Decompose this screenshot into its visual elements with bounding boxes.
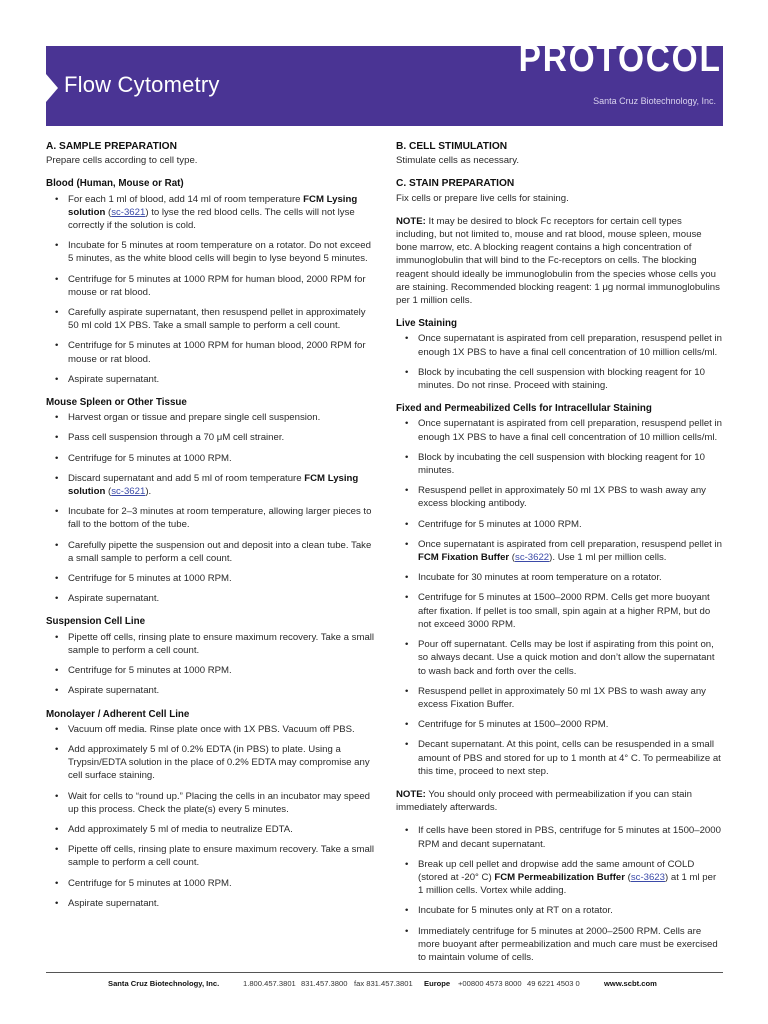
note-permeabilization: NOTE: You should only proceed with permeabilization if you can stain immediately afterwards. <box>396 788 692 814</box>
live-staining-heading: Live Staining <box>396 318 457 330</box>
footer-europe-phone: +00800 4573 8000 <box>458 979 522 988</box>
list-item: • Pipette off cells, rinsing plate to ensure maximum recovery. Take a small sample to perform a cell count. <box>68 631 376 657</box>
list-item: • Add approximately 5 ml of 0.2% EDTA (in PBS) to plate. Using a Trypsin/EDTA solution in the place of 0.2% EDTA may compromise any cell surface staining. <box>68 743 376 783</box>
catalog-link[interactable]: sc-3623 <box>630 871 665 883</box>
list-item: • Incubate for 5 minutes at room temperature on a rotator. Do not exceed 5 minutes, as the white blood cells will begin to lyse beyond 5 minutes. <box>68 239 376 265</box>
list-item: • Incubate for 5 minutes only at RT on a rotator. <box>418 904 724 917</box>
list-item: • Once supernatant is aspirated from cell preparation, resuspend pellet in FCM Fixation Buffer (sc-3622). Use 1 ml per million cells. <box>418 538 724 564</box>
list-item: • Vacuum off media. Rinse plate once with 1X PBS. Vacuum off PBS. <box>68 723 376 736</box>
list-item: • Centrifuge for 5 minutes at 1000 RPM. <box>68 572 376 585</box>
section-a-intro: Prepare cells according to cell type. <box>46 155 198 167</box>
list-item: • Carefully pipette the suspension out and deposit into a clean tube. Take a small sample to perform a cell count. <box>68 539 376 565</box>
list-item: • Centrifuge for 5 minutes at 1000 RPM for human blood, 2000 RPM for mouse or rat blood. <box>68 273 376 299</box>
list-item: • Aspirate supernatant. <box>68 684 376 697</box>
fixed-list <box>396 417 724 777</box>
header-company: Santa Cruz Biotechnology, Inc. <box>593 96 716 106</box>
list-item: • If cells have been stored in PBS, centrifuge for 5 minutes at 1500–2000 RPM and decant supernatant. <box>418 824 724 850</box>
page-title: Flow Cytometry <box>64 72 220 97</box>
list-item: • Resuspend pellet in approximately 50 ml 1X PBS to wash away any excess blocking antibody. <box>418 484 724 510</box>
list-item: • Pipette off cells, rinsing plate to ensure maximum recovery. Take a small sample to perform a cell count. <box>68 843 376 869</box>
suspension-heading: Suspension Cell Line <box>46 616 146 628</box>
note-label: NOTE: <box>396 788 426 800</box>
footer-phone-1: 1.800.457.3801 <box>243 979 296 988</box>
monolayer-list <box>46 723 376 910</box>
list-item: • Block by incubating the cell suspension with blocking reagent for 10 minutes. Do not rinse. Proceed with staining. <box>418 366 724 392</box>
list-item: • Aspirate supernatant. <box>68 592 376 605</box>
blood-heading: Blood (Human, Mouse or Rat) <box>46 178 184 190</box>
list-item: • Harvest organ or tissue and prepare single cell suspension. <box>68 411 376 424</box>
suspension-list <box>46 631 376 698</box>
banner-notch <box>46 74 58 102</box>
footer-europe-label: Europe <box>424 979 451 988</box>
perm-list <box>396 824 724 964</box>
list-item: • Immediately centrifuge for 5 minutes at 2000–2500 RPM. Cells are more buoyant after permeabilization and much care must be exercised to maintain volume of cells. <box>418 925 724 965</box>
note-label: NOTE: <box>396 215 426 227</box>
catalog-link[interactable]: sc-3622 <box>515 552 550 564</box>
list-item: • Resuspend pellet in approximately 50 ml 1X PBS to wash away any excess Fixation Buffer. <box>418 685 724 711</box>
list-item: • Centrifuge for 5 minutes at 1500–2000 RPM. Cells get more buoyant after fixation. If pellet is too small, spin again at a higher RPM, but do not exceed 3000 RPM. <box>418 591 724 631</box>
footer-phone-2: 831.457.3800 <box>301 979 348 988</box>
list-item: • Block by incubating the cell suspension with blocking reagent for 10 minutes. <box>418 451 724 477</box>
footer-divider <box>46 972 723 973</box>
list-item: • Add approximately 5 ml of media to neutralize EDTA. <box>68 823 376 836</box>
list-item: • Centrifuge for 5 minutes at 1000 RPM. <box>68 664 376 677</box>
reagent-name: FCM Fixation Buffer <box>418 552 510 564</box>
blood-list <box>46 193 376 386</box>
list-item: • Centrifuge for 5 minutes at 1000 RPM. <box>68 877 376 890</box>
list-item: • Decant supernatant. At this point, cells can be resuspended in a small amount of PBS and stored for up to 1 month at 4° C. To permeabilize at this time, proceed to next step. <box>418 738 724 778</box>
fixed-heading: Fixed and Permeabilized Cells for Intracellular Staining <box>396 403 652 415</box>
right-column <box>396 140 724 974</box>
footer-company: Santa Cruz Biotechnology, Inc. <box>108 979 220 988</box>
list-item: • Incubate for 30 minutes at room temperature on a rotator. <box>418 571 724 584</box>
note-fc-block: NOTE: It may be desired to block Fc receptors for certain cell types including, but not limited to, mouse and rat blood, mouse spleen, mouse bone marrow, etc. A blocking reagent contains a high concentration of immunoglobulin that will bind to the Fc-receptors on cells. The blocking reagent should ideally be immunoglobulin from the species whose cells you are staining. Recommended blocking reagent: 1 μg normal immunoglobulins per 1 million cells. <box>396 215 720 307</box>
footer-europe-phone-2: 49 6221 4503 0 <box>527 979 580 988</box>
list-item: • Aspirate supernatant. <box>68 373 376 386</box>
monolayer-heading: Monolayer / Adherent Cell Line <box>46 708 190 720</box>
footer-website[interactable]: www.scbt.com <box>604 979 657 988</box>
catalog-link[interactable]: sc-3621 <box>111 206 146 218</box>
footer-fax: fax 831.457.3801 <box>354 979 413 988</box>
list-item: • Discard supernatant and add 5 ml of room temperature FCM Lysing solution (sc-3621). <box>68 472 376 498</box>
section-b-intro: Stimulate cells as necessary. <box>396 155 519 167</box>
list-item: • Once supernatant is aspirated from cell preparation, resuspend pellet in enough 1X PBS to have a final cell concentration of 10 million cells/ml. <box>418 332 724 358</box>
live-staining-list <box>396 332 724 392</box>
section-b-title: B. CELL STIMULATION <box>396 141 508 152</box>
spleen-heading: Mouse Spleen or Other Tissue <box>46 397 187 409</box>
list-item: • Once supernatant is aspirated from cell preparation, resuspend pellet in enough 1X PBS to have a final cell concentration of 10 million cells/ml. <box>418 417 724 443</box>
list-item: • Pour off supernatant. Cells may be lost if aspirating from this point on, so always decant. Use a quick motion and don’t allow the supernatant to wash back and forth over the cells. <box>418 638 724 678</box>
list-item: • Centrifuge for 5 minutes at 1000 RPM. <box>68 452 376 465</box>
spleen-list <box>46 411 376 605</box>
list-item: • Incubate for 2–3 minutes at room temperature, allowing larger pieces to fall to the bottom of the tube. <box>68 505 376 531</box>
catalog-link[interactable]: sc-3621 <box>111 486 146 498</box>
section-c-intro: Fix cells or prepare live cells for staining. <box>396 192 569 204</box>
section-c-title: C. STAIN PREPARATION <box>396 178 515 190</box>
reagent-name: FCM Permeabilization Buffer <box>494 871 625 883</box>
list-item: • Break up cell pellet and dropwise add the same amount of COLD (stored at -20° C) FCM Permeabilization Buffer (sc-3623) at 1 ml per 1 million cells. Vortex while adding. <box>418 858 724 898</box>
protocol-tag: PROTOCOL <box>519 38 722 80</box>
list-item: • Aspirate supernatant. <box>68 897 376 910</box>
reagent-name: FCM Lysing solution <box>68 193 358 218</box>
list-item: • Centrifuge for 5 minutes at 1500–2000 RPM. <box>418 718 724 731</box>
list-item: • Centrifuge for 5 minutes at 1000 RPM for human blood, 2000 RPM for mouse or rat blood. <box>68 339 376 365</box>
left-column <box>46 140 376 920</box>
list-item: • For each 1 ml of blood, add 14 ml of room temperature FCM Lysing solution (sc-3621) to lyse the red blood cells. The cells will not lyse correctly if the solution is cold. <box>68 193 376 233</box>
list-item: • Centrifuge for 5 minutes at 1000 RPM. <box>418 518 724 531</box>
list-item: • Carefully aspirate supernatant, then resuspend pellet in approximately 50 ml cold 1X PBS. Take a small sample to perform a cell count. <box>68 306 376 332</box>
list-item: • Pass cell suspension through a 70 μM cell strainer. <box>68 431 376 444</box>
section-a-title: A. SAMPLE PREPARATION <box>46 141 177 152</box>
list-item: • Wait for cells to “round up.” Placing the cells in an incubator may speed up this process. Check the plate(s) every 5 minutes. <box>68 790 376 816</box>
reagent-name: FCM Lysing solution <box>68 472 359 498</box>
